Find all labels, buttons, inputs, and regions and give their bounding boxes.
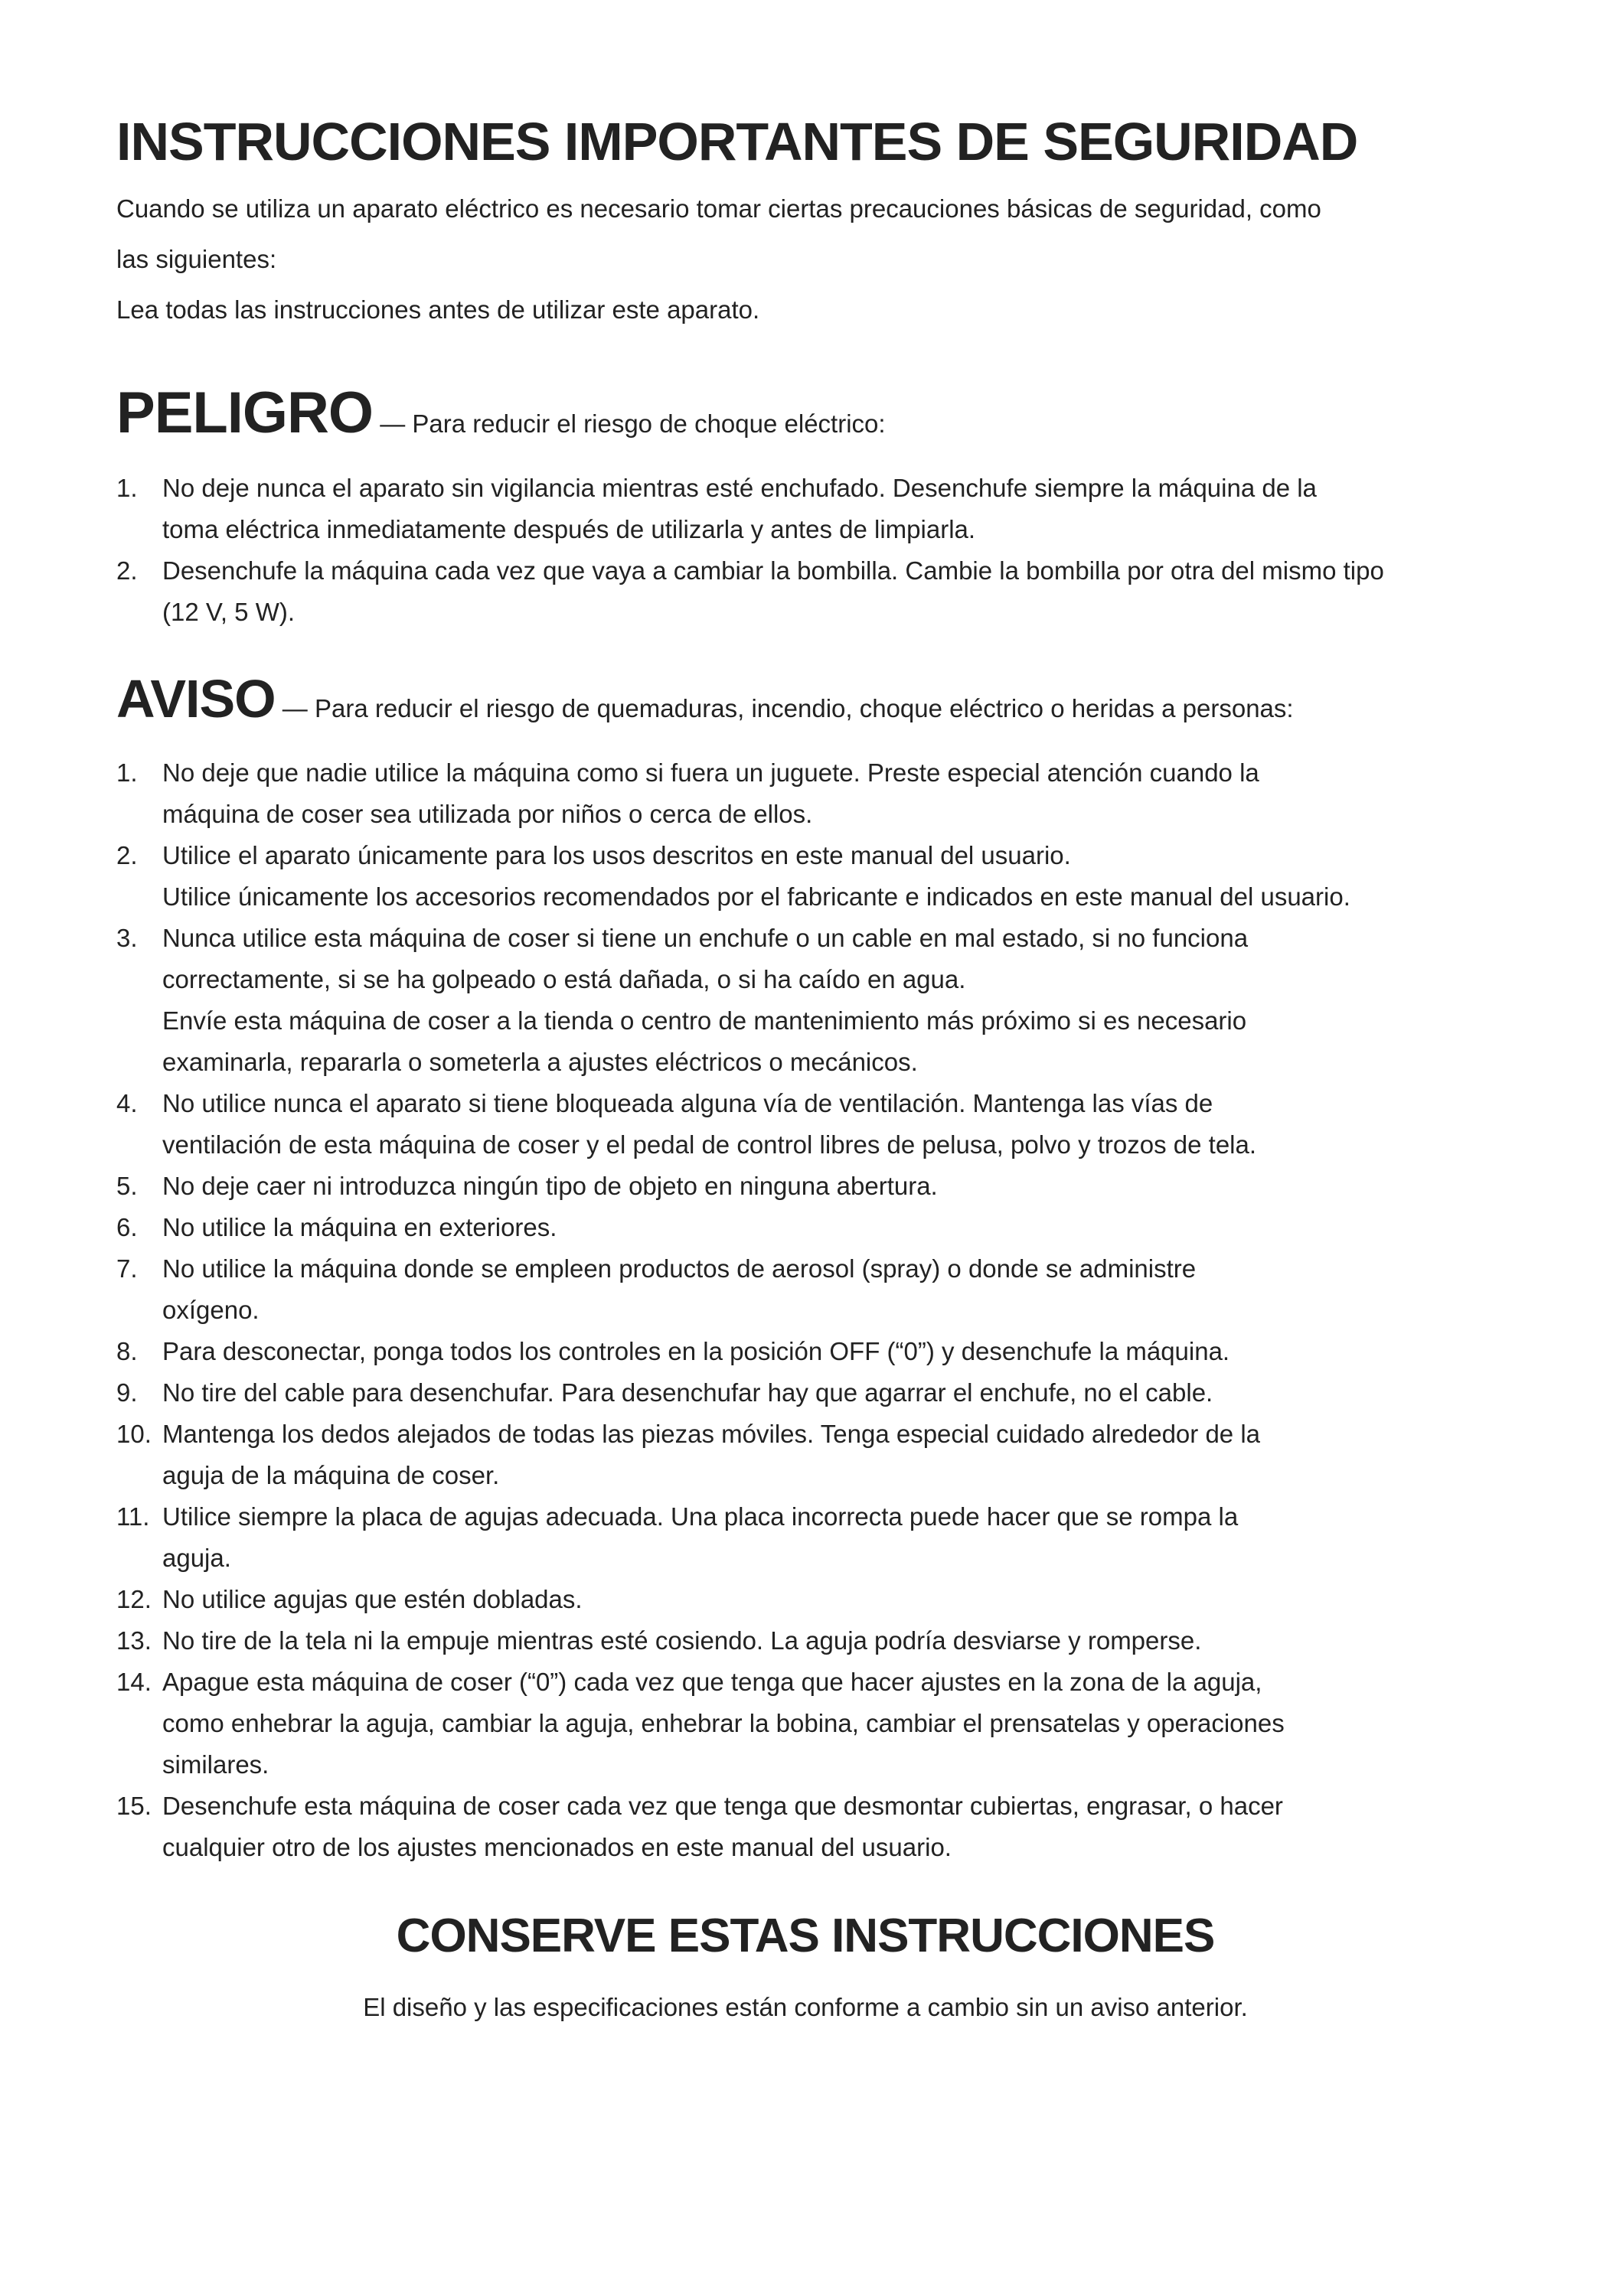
list-item	[116, 1786, 1517, 1868]
list-item-number: 5.	[116, 1172, 138, 1200]
list-item-number: 3.	[116, 924, 138, 952]
list-item	[116, 835, 1517, 918]
list-item-text: Mantenga los dedos alejados de todas las piezas móviles. Tenga especial cuidado alrededor de la aguja de la máquina de coser.	[162, 1420, 1261, 1489]
list-item-text: No tire del cable para desenchufar. Para desenchufar hay que agarrar el enchufe, no el cable.	[162, 1378, 1213, 1407]
aviso-subtitle: — Para reducir el riesgo de quemaduras, incendio, choque eléctrico o heridas a personas:	[275, 694, 1294, 722]
list-item-text: No deje nunca el aparato sin vigilancia mientras esté enchufado. Desenchufe siempre la máquina de la toma eléctrica inmediatamente después de utilizarla y antes de limpiarla.	[162, 474, 1317, 543]
list-item-number: 4.	[116, 1089, 138, 1117]
intro-line-2: las siguientes:	[116, 245, 277, 273]
list-item-number: 7.	[116, 1254, 138, 1283]
aviso-title: AVISO	[116, 669, 276, 729]
list-item-number: 11.	[116, 1502, 150, 1531]
list-item	[116, 1496, 1517, 1579]
intro-line-1: Cuando se utiliza un aparato eléctrico es necesario tomar ciertas precauciones básicas de seguridad, como	[116, 194, 1321, 223]
list-item-number: 1.	[116, 474, 138, 502]
list-item-text: Nunca utilice esta máquina de coser si tiene un enchufe o un cable en mal estado, si no funciona correctamente, si se ha golpeado o está dañada, o si ha caído en agua. Envíe esta máquina de coser a la tienda o centro de mantenimiento más próximo si es necesario examinarla, repararla o someterla a ajustes eléctricos o mecánicos.	[162, 924, 1249, 1076]
list-item-number: 2.	[116, 841, 138, 869]
list-item-text: Utilice siempre la placa de agujas adecuada. Una placa incorrecta puede hacer que se rompa la aguja.	[162, 1502, 1239, 1572]
peligro-heading	[116, 375, 1517, 468]
list-item-number: 6.	[116, 1213, 138, 1241]
list-item-number: 15.	[116, 1792, 152, 1820]
list-item-text: No utilice nunca el aparato si tiene bloqueada alguna vía de ventilación. Mantenga las vías de ventilación de esta máquina de coser y el pedal de control libres de pelusa, polvo y trozos de tela.	[162, 1089, 1257, 1159]
list-item	[116, 468, 1517, 550]
list-item-number: 9.	[116, 1378, 138, 1407]
list-item	[116, 1248, 1517, 1331]
list-item-number: 12.	[116, 1585, 152, 1613]
list-item	[116, 752, 1517, 835]
list-item-number: 2.	[116, 556, 138, 585]
list-item-text: No tire de la tela ni la empuje mientras esté cosiendo. La aguja podría desviarse y romperse.	[162, 1626, 1202, 1655]
list-item-text: Para desconectar, ponga todos los controles en la posición OFF (“0”) y desenchufe la máquina.	[162, 1337, 1230, 1365]
peligro-list	[116, 468, 1517, 633]
peligro-subtitle: — Para reducir el riesgo de choque eléctrico:	[373, 409, 886, 438]
list-item-text: No utilice la máquina donde se empleen productos de aerosol (spray) o donde se administre oxígeno.	[162, 1254, 1197, 1324]
list-item-number: 13.	[116, 1626, 152, 1655]
list-item	[116, 1083, 1517, 1166]
list-item	[116, 1207, 1517, 1248]
list-item-number: 8.	[116, 1337, 138, 1365]
list-item-number: 1.	[116, 758, 138, 787]
list-item-text: Desenchufe esta máquina de coser cada vez que tenga que desmontar cubiertas, engrasar, o hacer cualquier otro de los ajustes mencionados en este manual del usuario.	[162, 1792, 1283, 1861]
list-item-text: No deje caer ni introduzca ningún tipo de objeto en ninguna abertura.	[162, 1172, 938, 1200]
list-item-text: No utilice agujas que estén dobladas.	[162, 1585, 583, 1613]
list-item	[116, 1372, 1517, 1414]
peligro-title: PELIGRO	[116, 380, 374, 445]
list-item	[116, 1620, 1517, 1662]
list-item-text: No deje que nadie utilice la máquina como si fuera un juguete. Preste especial atención cuando la máquina de coser sea utilizada por niños o cerca de ellos.	[162, 758, 1259, 828]
list-item	[116, 1662, 1517, 1786]
list-item-number: 10.	[116, 1420, 152, 1448]
aviso-list	[116, 752, 1517, 1868]
document-page	[116, 99, 1517, 2030]
list-item	[116, 1166, 1517, 1207]
list-item	[116, 550, 1517, 633]
intro-line-3: Lea todas las instrucciones antes de utilizar este aparato.	[116, 295, 760, 324]
page-title: INSTRUCCIONES IMPORTANTES DE SEGURIDAD	[116, 112, 1358, 171]
list-item	[116, 1331, 1517, 1372]
disclaimer-text: El diseño y las especificaciones están conforme a cambio sin un aviso anterior.	[363, 1993, 1248, 2021]
list-item	[116, 1579, 1517, 1620]
list-item-text: Desenchufe la máquina cada vez que vaya a cambiar la bombilla. Cambie la bombilla por otra del mismo tipo (12 V, 5 W).	[162, 556, 1384, 626]
list-item	[116, 1414, 1517, 1496]
list-item-text: Apague esta máquina de coser (“0”) cada vez que tenga que hacer ajustes en la zona de la aguja, como enhebrar la aguja, cambiar la aguja, enhebrar la bobina, cambiar el prensatelas y operaciones similares.	[162, 1668, 1285, 1779]
list-item-number: 14.	[116, 1668, 152, 1696]
conserve-heading: CONSERVE ESTAS INSTRUCCIONES	[396, 1910, 1215, 1962]
list-item	[116, 918, 1517, 1083]
aviso-heading	[116, 660, 1517, 752]
list-item-text: Utilice el aparato únicamente para los usos descritos en este manual del usuario. Utilice únicamente los accesorios recomendados por el fabricante e indicados en este manual del usuario.	[162, 841, 1350, 911]
list-item-text: No utilice la máquina en exteriores.	[162, 1213, 557, 1241]
